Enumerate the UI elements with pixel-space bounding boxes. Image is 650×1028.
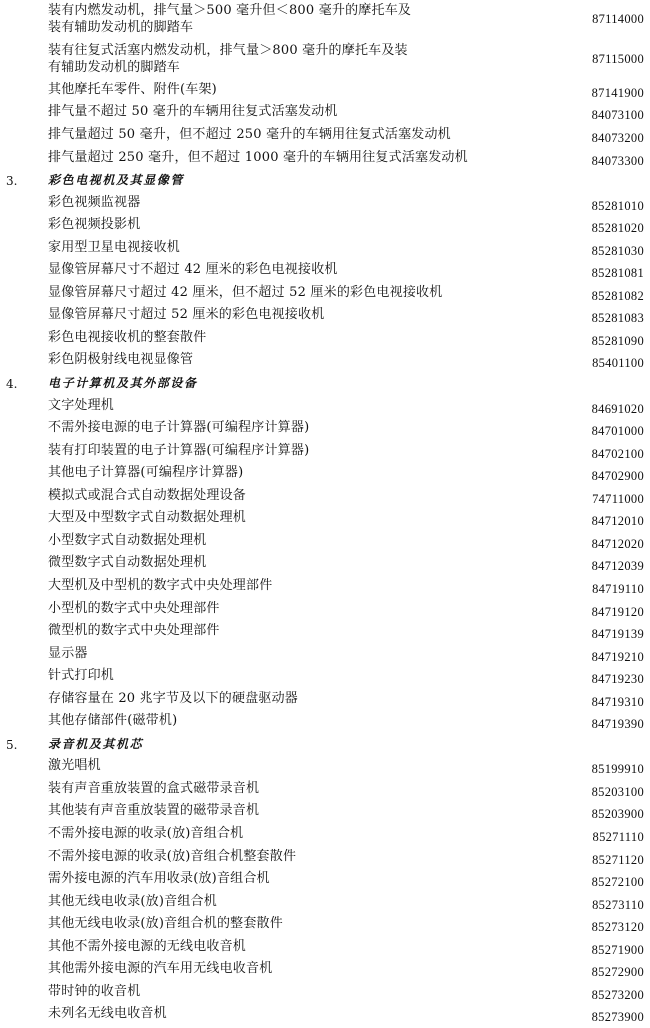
section-heading — [0, 172, 650, 194]
hs-code: 85273900 — [591, 1010, 644, 1025]
commodity-row — [0, 646, 650, 668]
commodity-row — [0, 826, 650, 848]
section-number: 3. — [6, 174, 18, 188]
hs-code: 85203100 — [591, 784, 644, 799]
hs-code: 84719390 — [591, 717, 644, 732]
commodity-name: 排气量超过 250 毫升，但不超过 1000 毫升的车辆用往复式活塞发动机 — [48, 149, 468, 165]
commodity-name: 微型数字式自动数据处理机 — [48, 555, 207, 571]
commodity-row — [0, 713, 650, 735]
commodity-row — [0, 578, 650, 600]
hs-code: 85272100 — [591, 875, 644, 890]
commodity-row — [0, 849, 650, 871]
commodity-row — [0, 510, 650, 532]
hs-code: 85401100 — [592, 356, 644, 371]
commodity-name: 其他摩托车零件、附件(车架) — [48, 81, 217, 97]
commodity-name: 彩色视频监视器 — [48, 194, 141, 210]
hs-code: 84701000 — [591, 424, 644, 439]
commodity-row — [0, 488, 650, 510]
commodity-name: 其他存储部件(磁带机) — [48, 713, 178, 729]
commodity-name: 其他无线电收录(放)音组合机的整套散件 — [48, 916, 283, 932]
commodity-name: 显像管屏幕尺寸超过 42 厘米，但不超过 52 厘米的彩色电视接收机 — [48, 284, 443, 300]
commodity-row — [0, 150, 650, 172]
commodity-row — [0, 668, 650, 690]
section-number: 5. — [6, 737, 18, 752]
commodity-row — [0, 398, 650, 420]
commodity-row — [0, 1006, 650, 1028]
hs-code: 85281083 — [591, 311, 644, 326]
commodity-name: 小型数字式自动数据处理机 — [48, 532, 207, 548]
hs-code: 84719120 — [591, 604, 644, 619]
hs-code: 87114000 — [592, 12, 644, 26]
hs-code: 85199910 — [591, 762, 644, 777]
hs-code: 84073200 — [591, 130, 644, 145]
commodity-name: 其他电子计算器(可编程序计算器) — [48, 465, 244, 481]
section-heading — [0, 736, 650, 758]
hs-code: 85273120 — [591, 920, 644, 935]
commodity-name: 家用型卫星电视接收机 — [48, 239, 181, 255]
hs-code: 85271120 — [592, 852, 644, 867]
commodity-name: 存储容量在 20 兆字节及以下的硬盘驱动器 — [48, 690, 299, 706]
commodity-row — [0, 803, 650, 825]
commodity-name: 小型机的数字式中央处理部件 — [48, 600, 220, 616]
commodity-name-line-1: 装有内燃发动机，排气量＞500 毫升但＜800 毫升的摩托车及 — [48, 3, 412, 18]
hs-code: 84719110 — [592, 581, 644, 596]
commodity-row — [0, 443, 650, 465]
commodity-name: 其他装有声音重放装置的磁带录音机 — [48, 803, 260, 819]
hs-code: 85273110 — [592, 897, 644, 912]
commodity-name: 针式打印机 — [48, 668, 115, 684]
section-title: 电子计算机及其外部设备 — [48, 376, 198, 390]
commodity-row — [0, 104, 650, 126]
hs-code: 87141900 — [591, 85, 644, 100]
hs-code: 84702900 — [591, 469, 644, 484]
commodity-name: 其他无线电收录(放)音组合机 — [48, 893, 217, 909]
hs-code: 85273200 — [591, 987, 644, 1002]
commodity-row — [0, 871, 650, 893]
hs-code: 84719139 — [591, 627, 644, 641]
hs-code: 87115000 — [592, 51, 644, 66]
commodity-name: 未列名无线电收音机 — [48, 1006, 167, 1022]
commodity-name: 显示器 — [48, 645, 88, 661]
commodity-row — [0, 555, 650, 577]
commodity-name: 彩色阴极射线电视显像管 — [48, 352, 194, 368]
commodity-name: 排气量超过 50 毫升，但不超过 250 毫升的车辆用往复式活塞发动机 — [48, 126, 451, 142]
commodity-row — [0, 691, 650, 713]
commodity-name: 带时钟的收音机 — [48, 983, 141, 999]
commodity-row — [0, 82, 650, 104]
commodity-name: 排气量不超过 50 毫升的车辆用往复式活塞发动机 — [48, 104, 338, 120]
commodity-row — [0, 894, 650, 916]
commodity-name: 激光唱机 — [48, 758, 101, 774]
hs-code: 85281010 — [591, 198, 644, 213]
commodity-row — [0, 420, 650, 442]
hs-code: 84712020 — [591, 536, 644, 551]
commodity-name-line-2: 装有辅助发动机的脚踏车 — [48, 20, 194, 35]
commodity-name — [48, 42, 408, 76]
commodity-row — [0, 758, 650, 780]
commodity-row — [0, 330, 650, 352]
section-title: 彩色电视机及其显像管 — [48, 173, 185, 187]
hs-code: 85271900 — [591, 942, 644, 957]
section-title: 录音机及其机芯 — [48, 736, 144, 751]
commodity-row — [0, 961, 650, 983]
hs-code: 85281030 — [591, 243, 644, 258]
commodity-row — [0, 916, 650, 938]
commodity-name: 模拟式或混合式自动数据处理设备 — [48, 487, 247, 503]
hs-code: 84719310 — [591, 694, 644, 709]
commodity-name: 其他不需外接电源的无线电收音机 — [48, 938, 247, 954]
commodity-name: 不需外接电源的收录(放)音组合机 — [48, 826, 244, 841]
commodity-name: 文字处理机 — [48, 397, 115, 413]
commodity-name: 彩色电视接收机的整套散件 — [48, 329, 207, 345]
commodity-name: 显像管屏幕尺寸不超过 42 厘米的彩色电视接收机 — [48, 262, 338, 278]
section-heading — [0, 375, 650, 397]
commodity-name: 大型及中型数字式自动数据处理机 — [48, 510, 247, 526]
hs-code: 84702100 — [591, 446, 644, 461]
commodity-name-line-2: 有辅助发动机的脚踏车 — [48, 59, 181, 75]
commodity-name: 彩色视频投影机 — [48, 217, 141, 233]
commodity-name: 大型机及中型机的数字式中央处理部件 — [48, 577, 273, 593]
commodity-name: 微型机的数字式中央处理部件 — [48, 623, 220, 638]
commodity-row — [0, 781, 650, 803]
hs-code: 74711000 — [592, 491, 644, 506]
commodity-row — [0, 217, 650, 239]
hs-code: 85281082 — [591, 288, 644, 303]
hs-code: 84719210 — [591, 649, 644, 664]
hs-code: 85281090 — [591, 333, 644, 348]
hs-code: 85281020 — [591, 221, 644, 236]
commodity-name: 装有声音重放装置的盒式磁带录音机 — [48, 780, 260, 796]
commodity-name-line-1: 装有往复式活塞内燃发动机，排气量＞800 毫升的摩托车及装 — [48, 42, 408, 58]
commodity-row — [0, 984, 650, 1006]
hs-code: 85203900 — [591, 807, 644, 822]
commodity-name: 不需外接电源的收录(放)音组合机整套散件 — [48, 848, 297, 864]
commodity-row — [0, 195, 650, 217]
commodity-name: 需外接电源的汽车用收录(放)音组合机 — [48, 871, 270, 887]
commodity-row — [0, 939, 650, 961]
commodity-row — [0, 465, 650, 487]
commodity-row — [0, 127, 650, 149]
commodity-row — [0, 601, 650, 623]
hs-code: 84712039 — [591, 559, 644, 574]
hs-code: 85281081 — [591, 266, 644, 281]
hs-code: 85271110 — [592, 830, 644, 844]
hs-code: 84073300 — [591, 153, 644, 168]
commodity-row — [0, 533, 650, 555]
commodity-name — [48, 2, 411, 36]
hs-code: 84073100 — [591, 108, 644, 123]
commodity-row — [0, 240, 650, 262]
commodity-row — [0, 42, 650, 78]
commodity-name: 显像管屏幕尺寸超过 52 厘米的彩色电视接收机 — [48, 307, 325, 323]
commodity-row — [0, 262, 650, 284]
commodity-row — [0, 2, 650, 38]
section-number: 4. — [6, 377, 18, 391]
hs-code: 84691020 — [591, 401, 644, 416]
commodity-row — [0, 307, 650, 329]
commodity-name: 不需外接电源的电子计算器(可编程序计算器) — [48, 420, 310, 436]
hs-code: 84712010 — [591, 514, 644, 529]
commodity-name: 其他需外接电源的汽车用无线电收音机 — [48, 961, 273, 977]
commodity-row — [0, 352, 650, 374]
hs-code: 85272900 — [591, 965, 644, 980]
hs-code: 84719230 — [591, 672, 644, 687]
commodity-row — [0, 285, 650, 307]
commodity-name: 装有打印装置的电子计算器(可编程序计算器) — [48, 442, 310, 458]
commodity-row — [0, 623, 650, 645]
